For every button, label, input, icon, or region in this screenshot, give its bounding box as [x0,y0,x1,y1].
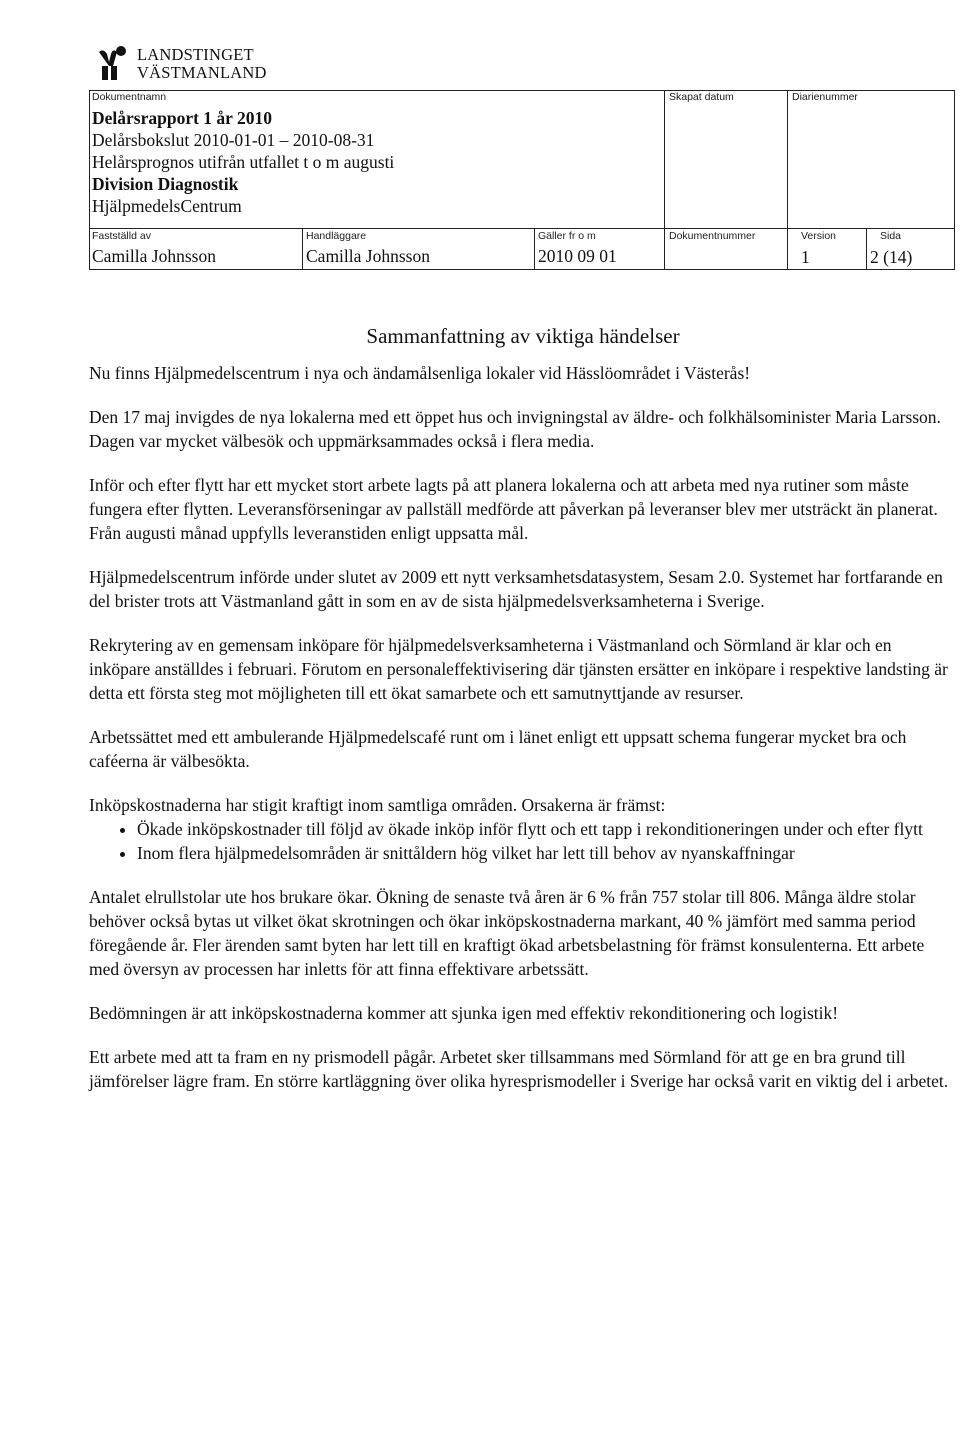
version-value: 1 [801,247,810,267]
cost-reasons-list [89,817,957,865]
report-period: Delårsbokslut 2010-01-01 – 2010-08-31 [92,130,375,150]
paragraph-relocation: Inför och efter flytt har ett mycket stort arbete lagts på att planera lokalerna och att arbeta med nya rutiner som måste fungera efter flytten. Leveransförseningar av pallställ medförde att påverkan på leveranser blev mer utsträckt än planerat. Från augusti månad uppfylls leveranstiden enligt uppsatta mål. [89,475,938,543]
paragraph-wheelchairs: Antalet elrullstolar ute hos brukare ökar. Ökning de senaste två åren är 6 % från 757 stolar till 806. Många äldre stolar behöver också bytas ut vilket ökat skrotningen och ökar inköpskostnaderna markant, 40 % jämfört med samma period föregående år. Fler ärenden samt byten har lett till en kraftigt ökad arbetsbelastning för främst konsulenterna. Ett arbete med översyn av processen har inletts för att finna effektivare arbetssätt. [89,887,925,979]
organization-logo [93,40,293,84]
page-value: 2 (14) [870,247,913,267]
paragraph-aid-cafe: Arbetssättet med ett ambulerande Hjälpmedelscafé runt om i länet enligt ett uppsatt schema fungerar mycket bra och caféerna är välbesökta. [89,727,907,771]
paragraph-purchase-costs: Inköpskostnaderna har stigit kraftigt inom samtliga områden. Orsakerna är främst: [89,795,666,815]
created-date-label: Skapat datum [669,91,734,103]
document-number-label: Dokumentnummer [669,230,756,242]
document-header [89,90,955,270]
report-unit: HjälpmedelsCentrum [92,196,242,216]
paragraph-inauguration: Den 17 maj invigdes de nya lokalerna med ett öppet hus och invigningstal av äldre- och folkhälsominister Maria Larsson. Dagen var mycket välbesök och uppmärksammades också i flera media. [89,407,941,451]
page-label: Sida [880,230,902,242]
logo-line-1: LANDSTINGET [137,45,254,64]
paragraph-new-system: Hjälpmedelscentrum införde under slutet av 2009 ett nytt verksamhetsdatasystem, Sesam 2.0. Systemet har fortfarande en del brister trots att Västmanland gått in som en av de sista hjälpmedelsverksamheterna i Sverige. [89,567,943,611]
paragraph-recruitment: Rekrytering av en gemensam inköpare för hjälpmedelsverksamheterna i Västmanland och Sörmland är klar och en inköpare anställdes i februari. Förutom en personaleffektivisering där tjänsten ersätter en inköpare i respektive landsting är detta ett första steg mot möjligheten till ett ökat samarbete och ett samutnyttjande av resurser. [89,635,948,703]
document-name-label: Dokumentnamn [92,91,167,103]
landstinget-logo-icon [93,42,133,82]
version-label: Version [801,230,837,242]
section-heading: Sammanfattning av viktiga händelser [366,324,680,348]
list-item: • Inom flera hjälpmedelsområden är snittåldern hög vilket har lett till behov av nyanskaffningar [137,841,957,865]
paragraph-assessment: Bedömningen är att inköpskostnaderna kommer att sjunka igen med effektiv rekonditionering och logistik! [89,1003,839,1023]
report-division: Division Diagnostik [92,174,239,194]
diary-number-label: Diarienummer [792,91,858,103]
handler-value: Camilla Johnsson [306,246,430,266]
paragraph-price-model: Ett arbete med att ta fram en ny prismodell pågår. Arbetet sker tillsammans med Sörmland för att ge en bra grund till jämförelser lägre fram. En större kartläggning över olika hyresprismodeller i Sverige har också varit en viktig del i arbetet. [89,1047,949,1091]
logo-wordmark [137,46,267,82]
valid-from-label: Gäller fr o m [538,230,596,242]
handler-label: Handläggare [306,230,367,242]
logo-line-2: VÄSTMANLAND [137,63,267,82]
established-by-label: Fastställd av [92,230,151,242]
report-title: Delårsrapport 1 år 2010 [92,108,272,128]
document-body [89,320,957,1113]
report-forecast: Helårsprognos utifrån utfallet t o m augusti [92,152,395,172]
established-by-value: Camilla Johnsson [92,246,216,266]
list-item: • Ökade inköpskostnader till följd av ökade inköp inför flytt och ett tapp i rekonditioneringen under och efter flytt [137,817,957,841]
paragraph-new-premises: Nu finns Hjälpmedelscentrum i nya och ändamålsenliga lokaler vid Hässlöområdet i Västerås! [89,363,751,383]
valid-from-value: 2010 09 01 [538,246,617,266]
